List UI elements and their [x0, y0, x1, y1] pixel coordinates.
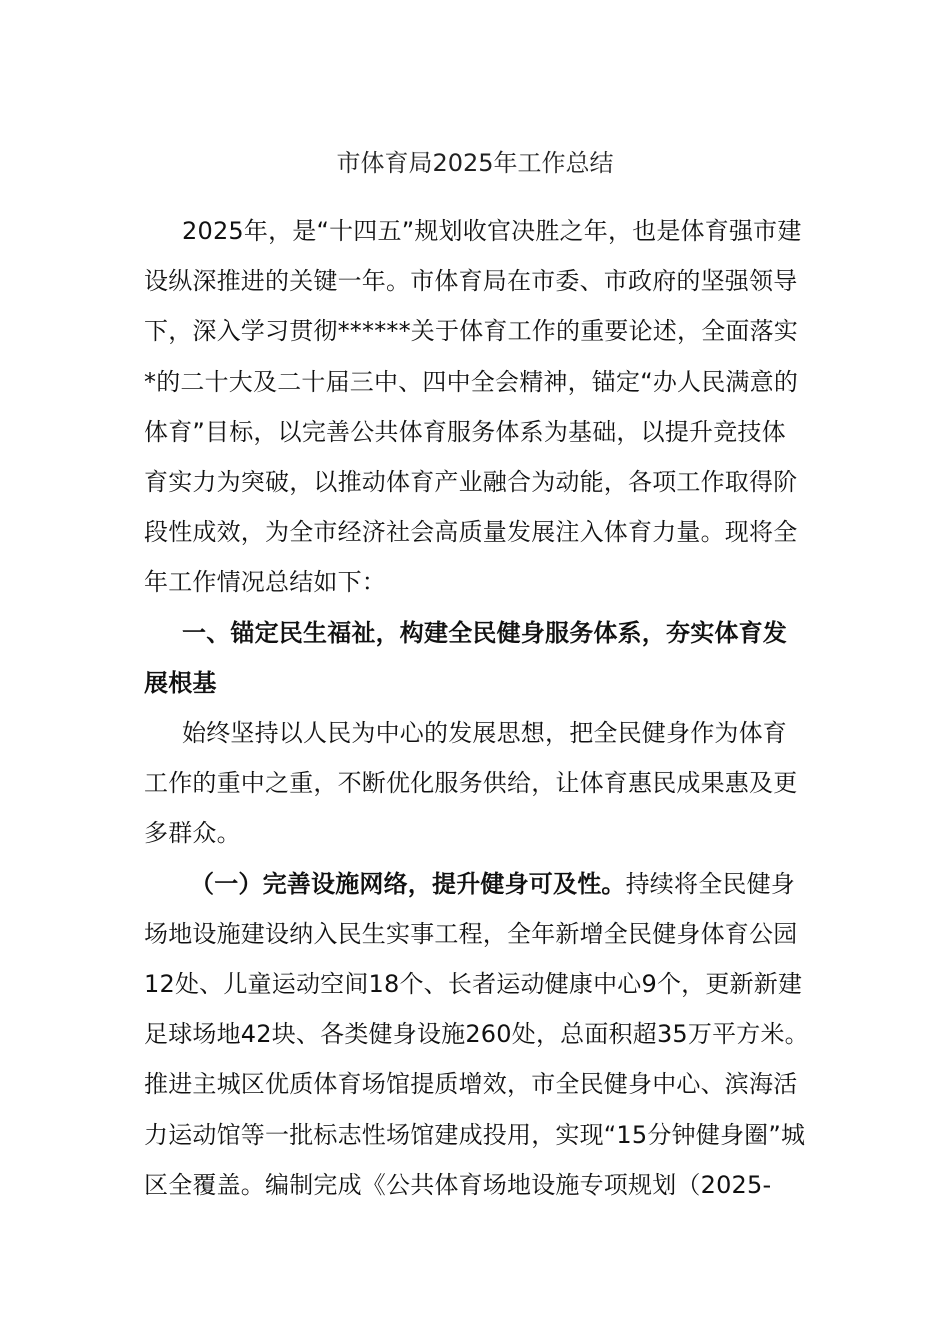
section-1-paragraph: 始终坚持以人民为中心的发展思想，把全民健身作为体育工作的重中之重，不断优化服务供给，让体育惠民成果惠及更多群众。: [144, 719, 798, 848]
document-title: 市体育局2025年工作总结: [336, 149, 614, 177]
intro-paragraph: 2025年，是“十四五”规划收官决胜之年，也是体育强市建设纵深推进的关键一年。市体育局在市委、市政府的坚强领导下，深入学习贯彻******关于体育工作的重要论述，全面落实*的二十大及二十届三中、四中全会精神，锚定“办人民满意的体育”目标，以完善公共体育服务体系为基础，以提升竞技体育实力为突破，以推动体育产业融合为动能，各项工作取得阶段性成效，为全市经济社会高质量发展注入体育力量。现将全年工作情况总结如下：: [144, 217, 802, 597]
subsection-1-body: 持续将全民健身场地设施建设纳入民生实事工程，全年新增全民健身体育公园12处、儿童运动空间18个、长者运动健康中心9个，更新新建足球场地42块、各类健身设施260处，总面积超35万平方米。推进主城区优质体育场馆提质增效，市全民健身中心、滨海活力运动馆等一批标志性场馆建成投用，实现“15分钟健身圈”城区全覆盖。编制完成《公共体育场地设施专项规划（2025-: [144, 869, 809, 1199]
subsection-1-heading: （一）完善设施网络，提升健身可及性。: [190, 869, 626, 898]
subsection-1-paragraph: [144, 859, 809, 1210]
section-1-heading: 一、锚定民生福祉，构建全民健身服务体系，夯实体育发展根基: [144, 618, 787, 697]
document-body: [144, 206, 809, 1210]
